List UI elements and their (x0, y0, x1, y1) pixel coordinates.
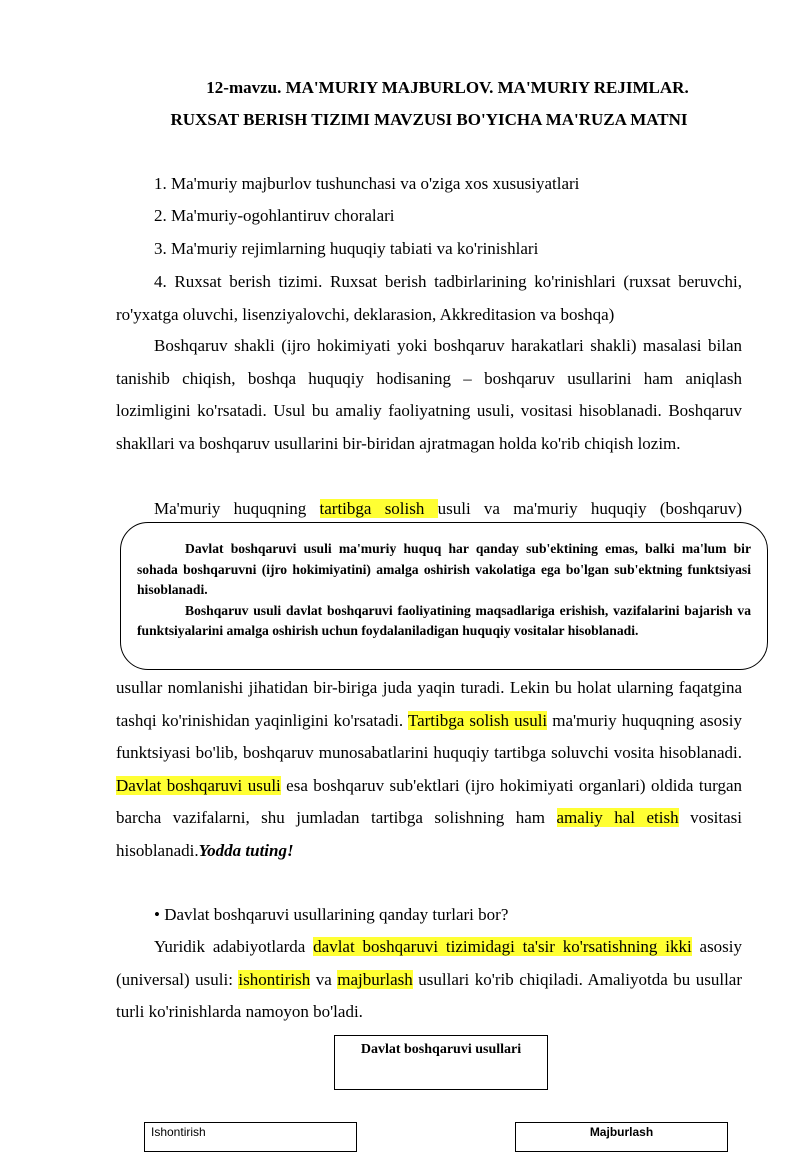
paragraph-boshqaruv-shakli: Boshqaruv shakli (ijro hokimiyati yoki boshqaruv harakatlari shakli) masalasi bilan tanishib chiqish, boshqa huquqiy hodisaning – boshqaruv usullarini ham aniqlash lozimligini ko'rsatadi. Usul bu amaliy faoliyatning usuli, vositasi hisoblanadi. Boshqaruv shakllari va boshqaruv usullarini bir-biridan ajratmagan holda ko'rib chiqish lozim. (116, 336, 742, 453)
highlight-majburlash: majburlash (337, 969, 413, 989)
page-title-line-1: 12-mavzu. MA'MURIY MAJBURLOV. MA'MURIY REJIMLAR. (206, 78, 689, 97)
outline-item-2: 2. Ma'muriy-ogohlantiruv choralari (154, 206, 395, 225)
definition-callout (120, 522, 768, 670)
page-title-line-2: RUXSAT BERISH TIZIMI MAVZUSI BO'YICHA MA'RUZA MATNI (170, 110, 688, 129)
highlight-tasir-korsatish: davlat boshqaruvi tizimidagi ta'sir ko'rsatishning ikki (313, 937, 692, 956)
highlight-ishontirish: ishontirish (238, 969, 311, 989)
outline-item-4: 4. Ruxsat berish tizimi. Ruxsat berish tadbirlarining ko'rinishlari (ruxsat beruvchi, ro'yxatga oluvchi, lisenziyalovchi, deklarasion, Akkreditasion va boshqa) (116, 272, 742, 324)
diagram-left-box: Ishontirish (144, 1122, 357, 1152)
question-line: • Davlat boshqaruvi usullarining qanday turlari bor? (154, 905, 509, 924)
paragraph-usullar: usullar nomlanishi jihatidan bir-biriga juda yaqin turadi. Lekin bu holat ularning faqatgina tashqi ko'rinishidan yaqinligini ko'rsatadi. Tartibga solish usuli ma'muriy huquqning asosiy funktsiyasi bo'lib, boshqaruv munosabatlarini huquqiy tartibga soluvchi vosita hisoblanadi. Davlat boshqaruvi usuli esa boshqaruv sub'ektlari (ijro hokimiyati organlari) oldida turgan barcha vazifalarni, shu jumladan tartibga solishning ham amaliy hal etish vositasi hisoblanadi.Yodda tuting! (116, 678, 743, 860)
diagram-right-box: Majburlash (515, 1122, 728, 1152)
highlight-amaliy-hal-etish: amaliy hal etish (556, 808, 679, 827)
callout-paragraph-2: Boshqaruv usuli davlat boshqaruvi faoliyatining maqsadlariga erishish, vazifalarini bajarish va funktsiyalarini amalga oshirish uchun foydalaniladigan huquqiy vositalar hisoblanadi. (137, 602, 751, 638)
diagram-root-box: Davlat boshqaruvi usullari (334, 1035, 548, 1090)
paragraph-yuridik: Yuridik adabiyotlarda davlat boshqaruvi tizimidagi ta'sir ko'rsatishning ikki asosiy (universal) usuli: ishontirish va majburlash usullari ko'rib chiqiladi. Amaliyotda bu usullar turli ko'rinishlarda namoyon bo'ladi. (116, 937, 743, 1021)
highlight-tartibga-solish: tartibga solish (319, 499, 438, 518)
outline-item-1: 1. Ma'muriy majburlov tushunchasi va o'ziga xos xususiyatlari (154, 174, 580, 193)
highlight-tartibga-solish-usuli: Tartibga solish usuli (407, 710, 548, 730)
yodda-tuting-note: Yodda tuting! (198, 840, 294, 860)
outline-item-3: 3. Ma'muriy rejimlarning huquqiy tabiati va ko'rinishlari (154, 239, 539, 258)
paragraph-tartibga-solish: Ma'muriy huquqning tartibga solish usuli va ma'muriy huquqiy (boshqaruv) (154, 499, 742, 518)
highlight-davlat-boshqaruvi-usuli: Davlat boshqaruvi usuli (116, 775, 281, 795)
callout-paragraph-1: Davlat boshqaruvi usuli ma'muriy huquq har qanday sub'ektining emas, balki ma'lum bir sohada boshqaruvni (ijro hokimiyatini) amalga oshirish vakolatiga ega bo'lgan sub'ektning funktsiyasi hisoblanadi. (137, 541, 751, 597)
